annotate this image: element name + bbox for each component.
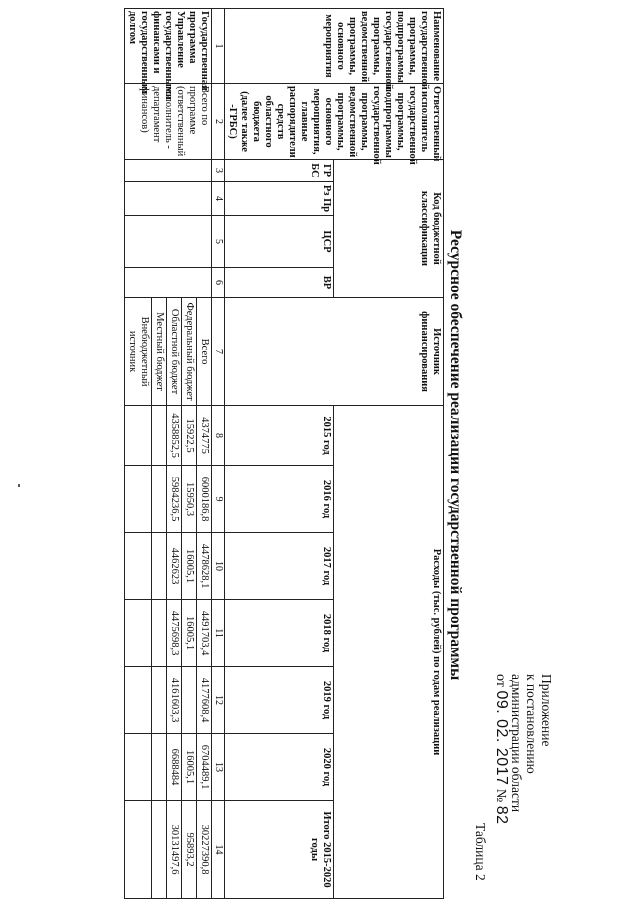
value-cell: 4491703,4 — [197, 600, 212, 667]
value-cell: 15922,5 — [182, 406, 197, 466]
csr-cell — [125, 216, 212, 268]
header-year-2017: 2017 год — [225, 533, 335, 600]
col-number: 7 — [212, 298, 225, 406]
value-cell: 4358852,5 — [167, 406, 182, 466]
value-cell: 4475698,3 — [167, 600, 182, 667]
header-year-2016: 2016 год — [225, 466, 335, 533]
col-number: 13 — [212, 734, 225, 801]
responsible-cell: Всего по программе (ответственный исполнитель - департамент финансов) — [125, 84, 212, 160]
value-cell: 15950,3 — [182, 466, 197, 533]
appendix-block — [493, 674, 554, 854]
appendix-date-line — [493, 674, 509, 854]
header-csr: ЦСР — [225, 216, 335, 268]
total-cell: 30227390,8 — [197, 801, 212, 899]
column-number-row — [212, 9, 225, 899]
header-year-2019: 2019 год — [225, 667, 335, 734]
col-number: 4 — [212, 182, 225, 216]
col-number: 12 — [212, 667, 225, 734]
header-expenses: Расходы (тыс. рублей) по годам реализации — [334, 406, 444, 899]
appendix-line-2: к постановлению — [524, 674, 539, 774]
col-number: 3 — [212, 160, 225, 182]
table-label: Таблица 2 — [473, 823, 488, 881]
header-name: Наименование государственной программы, подпрограммы государственной программы, ведомственной программы, основного мероприятия — [225, 9, 444, 84]
header-year-2018: 2018 год — [225, 600, 335, 667]
value-cell: 6000186,8 — [197, 466, 212, 533]
col-number: 6 — [212, 268, 225, 298]
value-cell — [152, 466, 167, 533]
header-grbs: ГР БС — [225, 160, 335, 182]
number-prefix: № — [493, 788, 508, 803]
number-value: 82 — [493, 805, 510, 825]
rzpr-cell — [125, 182, 212, 216]
col-number: 14 — [212, 801, 225, 899]
value-cell — [152, 533, 167, 600]
value-cell: 4161603,3 — [167, 667, 182, 734]
program-name-cell: Государственная программа Управление государственными финансами и государственным долгом — [125, 9, 212, 84]
date-value: 09. 02. 2017 — [493, 690, 510, 786]
value-cell: 4177608,4 — [197, 667, 212, 734]
header-rzpr: Рз Пр — [225, 182, 335, 216]
date-prefix: от — [493, 674, 508, 687]
col-number: 11 — [212, 600, 225, 667]
header-budget-code: Код бюджетной классификации — [334, 160, 444, 298]
table-row — [197, 9, 212, 899]
total-cell: 30131497,6 — [167, 801, 182, 899]
scan-mark — [18, 484, 20, 487]
appendix-line-1: Приложение — [539, 674, 554, 747]
total-cell — [152, 801, 167, 899]
col-number: 2 — [212, 84, 225, 160]
col-number: 8 — [212, 406, 225, 466]
header-year-2020: 2020 год — [225, 734, 335, 801]
source-cell: Всего — [197, 298, 212, 406]
source-cell: Внебюджетный источник — [125, 298, 152, 406]
value-cell — [152, 667, 167, 734]
total-cell — [125, 801, 152, 899]
header-total: Итого 2015-2020 годы — [225, 801, 335, 899]
col-number: 5 — [212, 216, 225, 268]
value-cell — [125, 600, 152, 667]
value-cell: 16005,1 — [182, 734, 197, 801]
grbs-cell — [125, 160, 212, 182]
value-cell — [125, 466, 152, 533]
header-year-2015: 2015 год — [225, 406, 335, 466]
appendix-line-3: администрации области — [509, 674, 524, 813]
value-cell — [125, 406, 152, 466]
value-cell: 4462623 — [167, 533, 182, 600]
value-cell — [125, 667, 152, 734]
value-cell: 16005,1 — [182, 533, 197, 600]
value-cell: 5984236,5 — [167, 466, 182, 533]
source-cell: Местный бюджет — [152, 298, 167, 406]
header-responsible: Ответственный исполнитель государственной программы, подпрограммы государственной программы, ведомственной программы, основного мероприятия, главные распорядители средств областного бюджета (далее также -ГРБС) — [225, 84, 444, 160]
page-title: Ресурсное обеспечение реализации государственной программы — [447, 229, 464, 681]
value-cell — [125, 533, 152, 600]
value-cell — [125, 734, 152, 801]
total-cell: 95893,2 — [182, 801, 197, 899]
value-cell: 4478628,1 — [197, 533, 212, 600]
value-cell: 16005,1 — [182, 600, 197, 667]
col-number: 1 — [212, 9, 225, 84]
value-cell — [152, 734, 167, 801]
value-cell: 6704489,1 — [197, 734, 212, 801]
value-cell — [152, 406, 167, 466]
header-vr: ВР — [225, 268, 335, 298]
source-cell: Областной бюджет — [167, 298, 182, 406]
vr-cell — [125, 268, 212, 298]
value-cell — [152, 600, 167, 667]
value-cell — [182, 667, 197, 734]
source-cell: Федеральный бюджет — [182, 298, 197, 406]
col-number: 10 — [212, 533, 225, 600]
resource-table — [124, 8, 444, 899]
col-number: 9 — [212, 466, 225, 533]
header-source: Источник финансирования — [225, 298, 444, 406]
value-cell: 4374775 — [197, 406, 212, 466]
value-cell: 6688484 — [167, 734, 182, 801]
